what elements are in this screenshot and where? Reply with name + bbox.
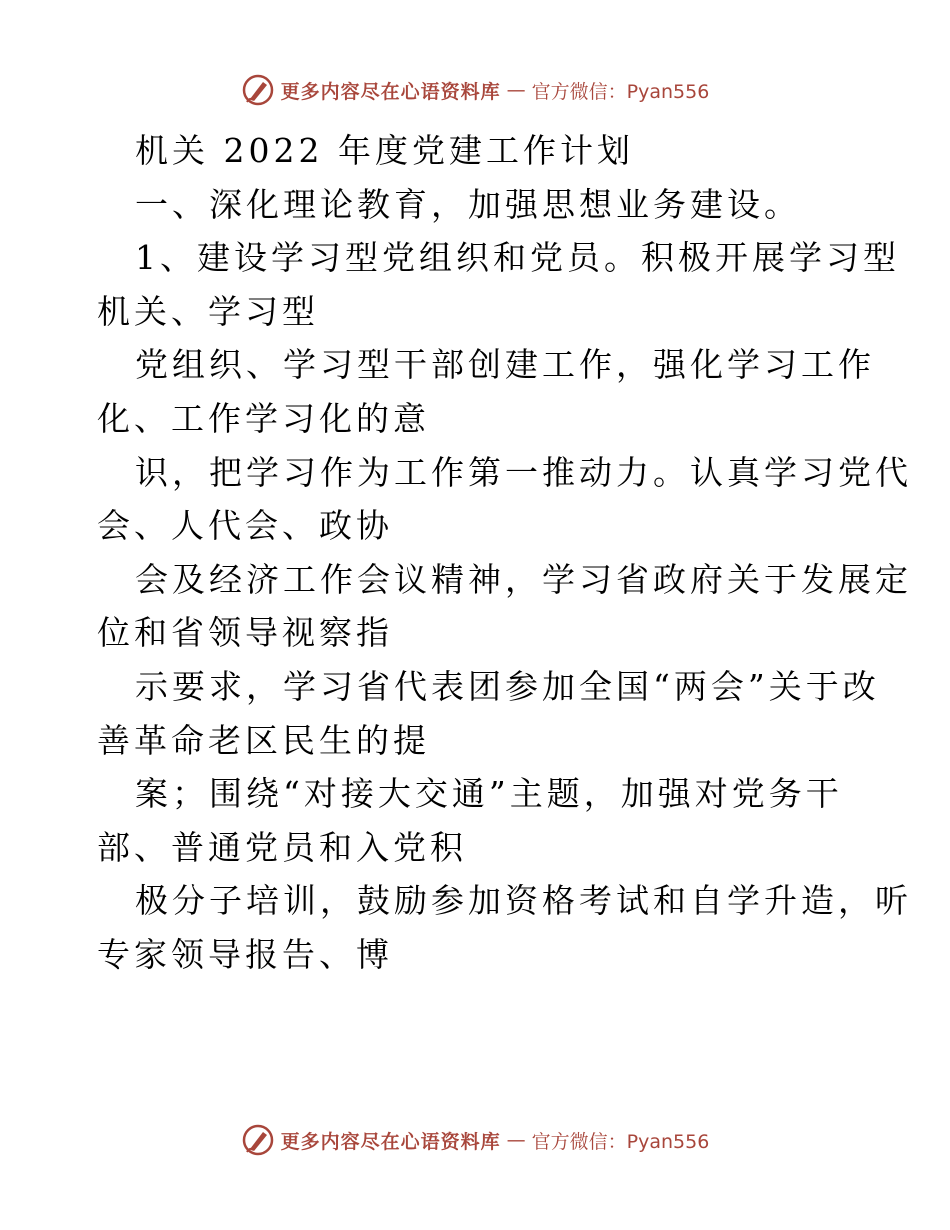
document-body	[97, 124, 912, 982]
paragraph-line: 化、工作学习化的意	[97, 398, 430, 438]
watermark-text: 更多内容尽在心语资料库	[280, 1130, 501, 1153]
watermark-dash: —	[506, 1129, 526, 1151]
paragraph-line: 部、普通党员和入党积	[97, 827, 467, 867]
paragraph-line: 会及经济工作会议精神，学习省政府关于发展定	[135, 559, 912, 599]
header-watermark	[0, 70, 950, 110]
paragraph-line: 示要求，学习省代表团参加全国“两会”关于改	[135, 666, 880, 706]
watermark-text: 更多内容尽在心语资料库	[280, 80, 501, 103]
watermark-contact: 官方微信：Pyan556	[531, 1130, 710, 1153]
paragraph-line: 位和省领导视察指	[97, 613, 393, 653]
quill-logo-icon	[241, 1123, 275, 1157]
paragraph-line: 案；围绕“对接大交通”主题，加强对党务干	[135, 774, 843, 814]
paragraph-line: 党组织、学习型干部创建工作，强化学习工作	[135, 345, 875, 385]
paragraph-line: 会、人代会、政协	[97, 506, 393, 546]
paragraph-line: 专家领导报告、博	[97, 934, 393, 974]
paragraph-line: 机关、学习型	[97, 291, 319, 331]
watermark-contact: 官方微信：Pyan556	[531, 80, 710, 103]
paragraph-line: 识，把学习作为工作第一推动力。认真学习党代	[135, 452, 912, 492]
paragraph-line: 极分子培训，鼓励参加资格考试和自学升造，听	[135, 881, 912, 921]
watermark-dash: —	[506, 79, 526, 101]
document-title: 机关 2022 年度党建工作计划	[135, 131, 634, 170]
paragraph-line: 善革命老区民生的提	[97, 720, 430, 760]
quill-logo-icon	[241, 73, 275, 107]
paragraph-line: 1、建设学习型党组织和党员。积极开展学习型	[135, 238, 900, 278]
section-heading: 一、深化理论教育，加强思想业务建设。	[135, 184, 801, 224]
footer-watermark	[0, 1120, 950, 1160]
